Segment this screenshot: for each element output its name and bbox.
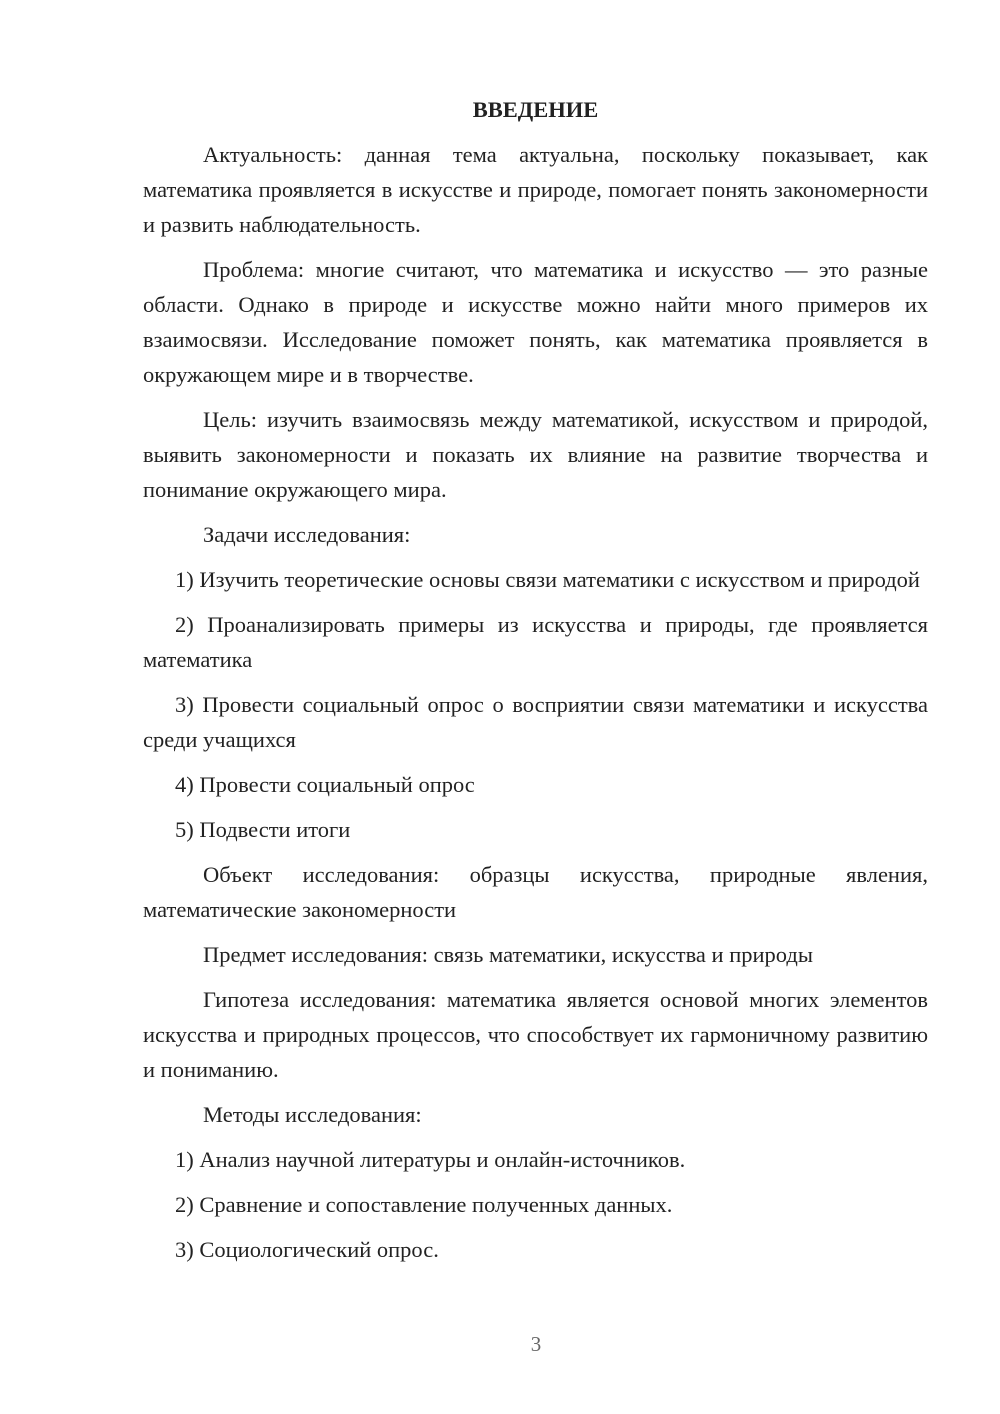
page-number: 3: [530, 1332, 542, 1356]
subject-paragraph: Предмет исследования: связь математики, искусства и природы: [203, 942, 813, 967]
section-title: ВВЕДЕНИЕ: [472, 97, 599, 122]
methods-heading: Методы исследования:: [203, 1102, 422, 1127]
object-paragraph: Объект исследования: образцы искусства, природные явления, математические закономерности: [143, 862, 928, 922]
relevance-paragraph: Актуальность: данная тема актуальна, поскольку показывает, как математика проявляется в искусстве и природе, помогает понять закономерности и развить наблюдательность.: [143, 142, 928, 237]
method-item: 3) Социологический опрос.: [175, 1237, 439, 1262]
method-item: 2) Сравнение и сопоставление полученных данных.: [175, 1192, 673, 1217]
task-item: 5) Подвести итоги: [175, 817, 351, 842]
task-item: 1) Изучить теоретические основы связи математики с искусством и природой: [175, 567, 920, 592]
task-item: 3) Провести социальный опрос о восприятии связи математики и искусства среди учащихся: [143, 692, 928, 752]
page-content: [143, 92, 928, 1277]
tasks-heading: Задачи исследования:: [203, 522, 411, 547]
goal-paragraph: Цель: изучить взаимосвязь между математикой, искусством и природой, выявить закономерности и показать их влияние на развитие творчества и понимание окружающего мира.: [143, 407, 928, 502]
task-item: 2) Проанализировать примеры из искусства и природы, где проявляется математика: [143, 612, 928, 672]
method-item: 1) Анализ научной литературы и онлайн-источников.: [175, 1147, 686, 1172]
hypothesis-paragraph: Гипотеза исследования: математика является основой многих элементов искусства и природных процессов, что способствует их гармоничному развитию и пониманию.: [143, 987, 928, 1082]
task-item: 4) Провести социальный опрос: [175, 772, 475, 797]
problem-paragraph: Проблема: многие считают, что математика и искусство — это разные области. Однако в природе и искусстве можно найти много примеров их взаимосвязи. Исследование поможет понять, как математика проявляется в окружающем мире и в творчестве.: [143, 257, 928, 387]
